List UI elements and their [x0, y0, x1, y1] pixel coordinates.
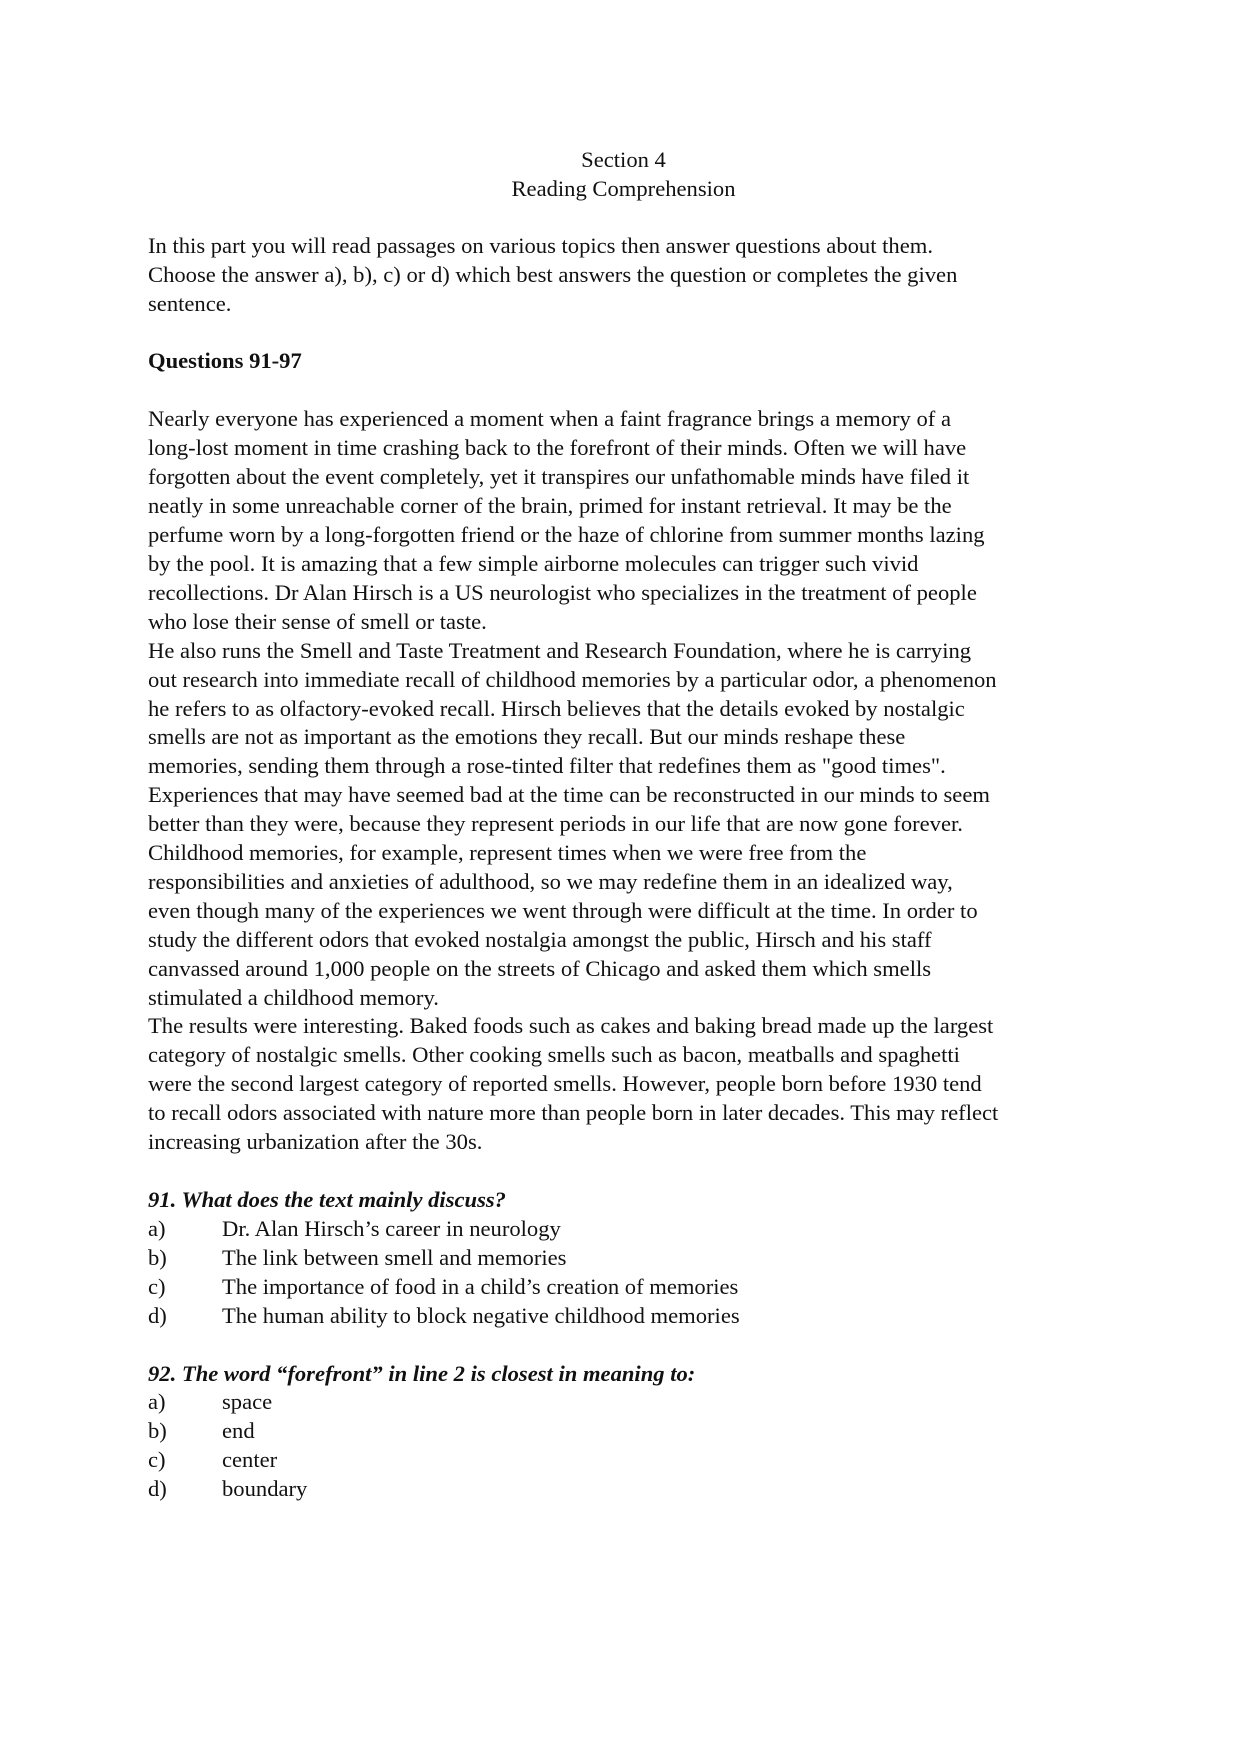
- section-header: [155, 146, 1092, 204]
- passage-line: better than they were, because they represent periods in our life that are now gone forever.: [148, 811, 963, 837]
- answer-option-b[interactable]: [148, 1244, 1092, 1273]
- passage-line: The results were interesting. Baked foods such as cakes and baking bread made up the largest: [148, 1013, 994, 1039]
- passage-line: recollections. Dr Alan Hirsch is a US neurologist who specializes in the treatment of people: [148, 579, 977, 605]
- passage-line: long-lost moment in time crashing back to the forefront of their minds. Often we will have: [148, 435, 967, 461]
- option-text: center: [222, 1447, 278, 1473]
- passage-line: he refers to as olfactory-evoked recall. Hirsch believes that the details evoked by nostalgic: [148, 695, 965, 721]
- option-letter: c): [148, 1447, 166, 1473]
- section-subtitle: Reading Comprehension: [511, 175, 736, 201]
- passage-line: Experiences that may have seemed bad at the time can be reconstructed in our minds to seem: [148, 782, 990, 808]
- option-letter: a): [148, 1389, 166, 1415]
- answer-option-d[interactable]: [148, 1475, 1092, 1504]
- option-text: boundary: [222, 1476, 308, 1502]
- passage-line: He also runs the Smell and Taste Treatment and Research Foundation, where he is carrying: [148, 637, 972, 663]
- passage-line: by the pool. It is amazing that a few simple airborne molecules can trigger such vivid: [148, 550, 919, 576]
- passage-line: stimulated a childhood memory.: [148, 984, 439, 1010]
- question-92: [148, 1360, 1092, 1505]
- passage-line: to recall odors associated with nature more than people born in later decades. This may reflect: [148, 1100, 999, 1126]
- passage-line: smells are not as important as the emotions they recall. But our minds reshape these: [148, 724, 906, 750]
- passage-line: even though many of the experiences we went through were difficult at the time. In order to: [148, 897, 978, 923]
- passage-line: out research into immediate recall of childhood memories by a particular odor, a phenomenon: [148, 666, 997, 692]
- passage-line: responsibilities and anxieties of adulthood, so we may redefine them in an idealized way,: [148, 868, 953, 894]
- answer-option-d[interactable]: [148, 1302, 1092, 1331]
- instructions-line: Choose the answer a), b), c) or d) which best answers the question or completes the given: [148, 261, 958, 287]
- option-letter: d): [148, 1302, 167, 1328]
- passage-line: category of nostalgic smells. Other cooking smells such as bacon, meatballs and spaghetti: [148, 1042, 960, 1068]
- option-letter: d): [148, 1476, 167, 1502]
- passage-line: forgotten about the event completely, yet it transpires our unfathomable minds have filed it: [148, 464, 970, 490]
- question-91: [148, 1186, 1092, 1331]
- reading-passage: [148, 405, 1092, 1157]
- passage-line: memories, sending them through a rose-tinted filter that redefines them as "good times".: [148, 753, 946, 779]
- passage-paragraph-3: [148, 1012, 1092, 1157]
- option-letter: a): [148, 1215, 166, 1241]
- option-text: The link between smell and memories: [222, 1244, 567, 1270]
- option-text: The importance of food in a child’s creation of memories: [222, 1273, 739, 1299]
- instructions: [148, 232, 1092, 319]
- option-text: The human ability to block negative childhood memories: [222, 1302, 740, 1328]
- passage-line: canvassed around 1,000 people on the streets of Chicago and asked them which smells: [148, 955, 932, 981]
- passage-line: were the second largest category of reported smells. However, people born before 1930 tend: [148, 1071, 982, 1097]
- passage-line: neatly in some unreachable corner of the brain, primed for instant retrieval. It may be the: [148, 493, 952, 519]
- answer-option-a[interactable]: [148, 1215, 1092, 1244]
- instructions-line: In this part you will read passages on various topics then answer questions about them.: [148, 232, 933, 258]
- option-letter: c): [148, 1273, 166, 1299]
- option-text: space: [222, 1389, 273, 1415]
- question-prompt: 92. The word “forefront” in line 2 is closest in meaning to:: [148, 1360, 696, 1386]
- answer-option-c[interactable]: [148, 1273, 1092, 1302]
- passage-line: Childhood memories, for example, represent times when we were free from the: [148, 840, 867, 866]
- section-title: Section 4: [581, 147, 666, 172]
- passage-line: increasing urbanization after the 30s.: [148, 1129, 483, 1155]
- passage-line: who lose their sense of smell or taste.: [148, 608, 487, 634]
- questions-heading: Questions 91-97: [148, 347, 302, 373]
- passage-paragraph-2: [148, 637, 1092, 1013]
- instructions-line: sentence.: [148, 290, 232, 316]
- option-letter: b): [148, 1244, 167, 1270]
- passage-line: perfume worn by a long-forgotten friend or the haze of chlorine from summer months lazing: [148, 522, 985, 548]
- passage-line: study the different odors that evoked nostalgia amongst the public, Hirsch and his staff: [148, 926, 932, 952]
- answer-option-b[interactable]: [148, 1417, 1092, 1446]
- option-text: end: [222, 1418, 255, 1444]
- passage-paragraph-1: [148, 405, 1092, 636]
- answer-option-c[interactable]: [148, 1446, 1092, 1475]
- passage-line: Nearly everyone has experienced a moment when a faint fragrance brings a memory of a: [148, 406, 951, 432]
- option-text: Dr. Alan Hirsch’s career in neurology: [222, 1215, 561, 1241]
- question-prompt: 91. What does the text mainly discuss?: [148, 1187, 506, 1212]
- option-letter: b): [148, 1418, 167, 1444]
- answer-option-a[interactable]: [148, 1388, 1092, 1417]
